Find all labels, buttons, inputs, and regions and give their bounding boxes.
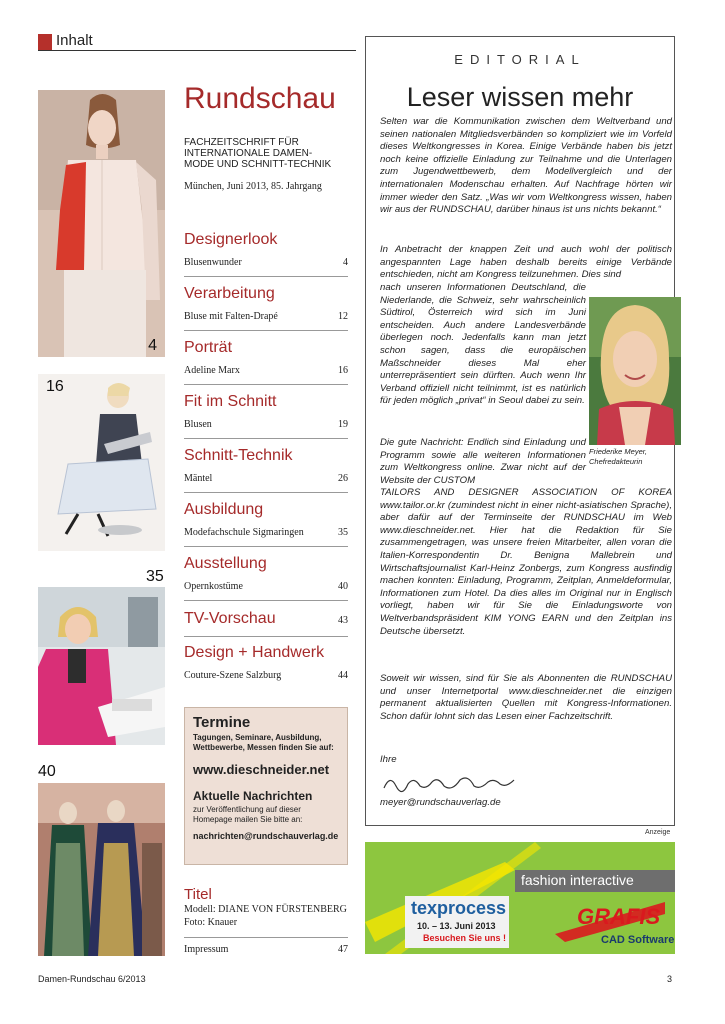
toc-page: 43 — [338, 615, 348, 626]
termine-website-link[interactable]: www.dieschneider.net — [193, 762, 330, 777]
news-email-link[interactable]: nachrichten@rundschauverlag.de — [193, 831, 339, 841]
toc-rule — [184, 330, 348, 331]
toc-section[interactable] — [184, 555, 348, 601]
subtitle-line: FACHZEITSCHRIFT FÜR — [184, 137, 299, 148]
toc-rule — [184, 276, 348, 277]
header-rule — [38, 50, 356, 51]
toc-section-title: Ausbildung — [184, 501, 264, 518]
section-marker — [38, 34, 52, 50]
cover-model: Modell: DIANE VON FÜRSTENBERG — [184, 904, 347, 915]
impressum-page: 47 — [338, 944, 348, 955]
editorial-paragraph: In Anbetracht der knappen Zeit und auch wohl der politisch angespannten Lage haben deshalb bereits einige Verbände entschieden, nicht am Kongress teilzunehmen. Dies sind — [380, 244, 672, 281]
toc-section-title: Porträt — [184, 339, 233, 356]
toc-section[interactable] — [184, 610, 348, 637]
editorial-paragraph: nach unseren Informationen Deutschland, die Niederlande, die Schweiz, sehr wahrscheinlich Südtirol, Österreich wird sich im Juni entscheiden. Auch andere Landesverbände überlegen noch. Jedenfalls kann man jetzt schon sagen, dass die europäischen Maßschneider dieses Mal eher unterrepräsentiert sein dürften. Auch wenn Ihr Verband offiziell nicht teilnimmt, ist es natürlich für jeden möglich „privat“ in Seoul dabei zu sein. — [380, 282, 586, 407]
toc-page: 12 — [338, 311, 348, 322]
photo-editor — [589, 297, 681, 445]
toc-rule — [184, 600, 348, 601]
toc-section-title: Designerlook — [184, 231, 278, 248]
toc-rule — [184, 546, 348, 547]
toc-page: 26 — [338, 473, 348, 484]
ad-label: Anzeige — [645, 829, 671, 836]
toc-item: Blusen — [184, 419, 212, 430]
toc-rule — [184, 492, 348, 493]
toc-section-title: Fit im Schnitt — [184, 393, 277, 410]
editorial-signature — [380, 770, 520, 794]
magazine-title: Rundschau — [184, 82, 336, 115]
editorial-title: Leser wissen mehr — [406, 82, 634, 112]
toc-item: Modefachschule Sigmaringen — [184, 527, 304, 538]
photo-ausstellung[interactable] — [38, 783, 165, 956]
editorial-label: EDITORIAL — [454, 52, 586, 67]
termine-box — [184, 707, 348, 865]
toc-item: Opernkostüme — [184, 581, 243, 592]
ad-brand-sub: CAD Software — [601, 934, 675, 946]
news-subtext — [193, 805, 339, 825]
toc-page: 35 — [338, 527, 348, 538]
editorial-paragraph: Selten war die Kommunikation zwischen dem Weltverband und seinen nationalen Mitgliedsverbänden so kompliziert wie im Vorfeld dieses Weltkongresses in Korea. Einige Verbände haben bis jetzt noch keine offizielle Einladung zur Teilnahme und die Unterlagen zum Jugendwettbewerb, dem Modellvergleich und der internationalen Modenschau erhalten. Auf Nachfrage hörten wir immer wieder den Satz. „Was wir vom Weltkongress wissen, haben wir aus der RUNDSCHAU, darüber hinaus ist uns nichts bekannt.“ — [380, 116, 672, 216]
termine-heading: Termine — [193, 714, 251, 731]
news-heading: Aktuelle Nachrichten — [193, 789, 313, 803]
photo-page-number: 4 — [148, 337, 157, 354]
issue-line: München, Juni 2013, 85. Jahrgang — [184, 181, 322, 192]
toc-rule — [184, 384, 348, 385]
toc-section-title: Ausstellung — [184, 555, 267, 572]
editorial-paragraph: Die gute Nachricht: Endlich sind Einladung und Programm sowie alle weiteren Informationen zum Weltkongress online. Zwar nicht auf der Website der CUSTOM — [380, 437, 586, 486]
subtitle-line: MODE UND SCHNITT-TECHNIK — [184, 159, 332, 170]
toc-page: 4 — [343, 257, 348, 268]
toc-section-title: Schnitt-Technik — [184, 447, 293, 464]
termine-subtext — [193, 733, 339, 753]
news-subtext-line: zur Veröffentlichung auf dieser — [193, 805, 301, 814]
impressum-entry[interactable] — [184, 944, 348, 955]
photo-portraet[interactable] — [38, 374, 165, 551]
toc-page: 40 — [338, 581, 348, 592]
photo-page-number: 40 — [38, 763, 56, 780]
toc-rule — [184, 438, 348, 439]
toc-section-title: Design + Handwerk — [184, 644, 325, 661]
toc-page: 16 — [338, 365, 348, 376]
editor-caption-name: Friederike Meyer, — [589, 447, 647, 456]
editor-caption — [589, 447, 681, 467]
termine-subtext-line: Tagungen, Seminare, Ausbildung, — [193, 733, 322, 742]
editor-caption-role: Chefredakteurin — [589, 457, 643, 466]
ad-dates: 10. – 13. Juni 2013 — [417, 921, 496, 931]
cover-credits-heading: Titel — [184, 886, 212, 903]
photo-designerlook[interactable] — [38, 90, 165, 357]
ad-fashion-interactive: fashion interactive — [521, 872, 634, 888]
news-subtext-line: Homepage mailen Sie bitte an: — [193, 815, 303, 824]
section-label: Inhalt — [56, 32, 93, 49]
editorial-paragraph: TAILORS AND DESIGNER ASSOCIATION OF KOREA www.tailor.or.kr (zumindest nicht in einer nicht-asiatischen Sprache), aber dafür auf der Terminseite der RUNDSCHAU im Web www.dieschneider.net. Hier hat die Redaktion für Sie zusammengetragen, was unsere freien Mitarbeiter, allen voran die Italien-Korrespondentin Dr. Benigna Mallebrein und Wirtschaftsjournalist Karl-Heinz Zonbergs, zum Kongress ausfindig machen konnten: Einladung, Programm, Zeitplan, Anmeldeformular, Informationen zum Hotel. Da dies alles im Original nur in Englisch vorliegt, haben wir für Sie die Einladungsworte von Weltverbandspräsident KIM YONG EARN und den Zeitplan ins Deutsche übersetzt. — [380, 487, 672, 637]
ad-brand-logo: GRAFIS — [577, 904, 661, 929]
toc-section[interactable] — [184, 231, 348, 277]
toc-section[interactable] — [184, 501, 348, 547]
termine-subtext-line: Wettbewerbe, Messen finden Sie auf: — [193, 743, 334, 752]
photo-page-number: 16 — [46, 378, 64, 395]
toc-item: Bluse mit Falten-Drapé — [184, 311, 278, 322]
toc-section[interactable] — [184, 393, 348, 439]
editorial-closing: Ihre — [380, 754, 397, 765]
editorial-paragraph: Soweit wir wissen, sind für Sie als Abonnenten die RUNDSCHAU und unser Internetportal www.dieschneider.net die einzigen permanent aktualisierten Quellen mit Kongress-Informationen. Schon dafür lohnt sich das Lesen einer Fachzeitschrift. — [380, 673, 672, 722]
toc-section[interactable] — [184, 285, 348, 331]
toc-page: 44 — [338, 670, 348, 681]
toc-item: Adeline Marx — [184, 365, 240, 376]
footer-page-number: 3 — [667, 974, 673, 984]
advertisement[interactable] — [365, 842, 675, 954]
subtitle-line: INTERNATIONALE DAMEN- — [184, 148, 313, 159]
toc-section-title: TV-Vorschau — [184, 610, 276, 627]
toc-section-title: Verarbeitung — [184, 285, 275, 302]
toc-item: Couture-Szene Salzburg — [184, 670, 282, 681]
ad-texprocess: texprocess — [411, 898, 507, 918]
impressum-label: Impressum — [184, 944, 229, 955]
photo-page-number: 35 — [146, 568, 164, 585]
toc-page: 19 — [338, 419, 348, 430]
toc-rule — [184, 636, 348, 637]
toc-section[interactable] — [184, 644, 348, 681]
ad-visit: Besuchen Sie uns ! — [423, 933, 507, 943]
photo-ausbildung[interactable] — [38, 587, 165, 745]
toc-section[interactable] — [184, 339, 348, 385]
impressum-rule — [184, 937, 348, 938]
footer-publication: Damen-Rundschau 6/2013 — [38, 974, 146, 984]
toc-section[interactable] — [184, 447, 348, 493]
magazine-subtitle — [184, 137, 354, 170]
toc-item: Blusenwunder — [184, 257, 242, 268]
cover-photo-credit: Foto: Knauer — [184, 917, 238, 928]
editorial-email-link[interactable]: meyer@rundschauverlag.de — [380, 797, 501, 808]
cover-credits — [184, 886, 348, 929]
toc-item: Mäntel — [184, 473, 213, 484]
